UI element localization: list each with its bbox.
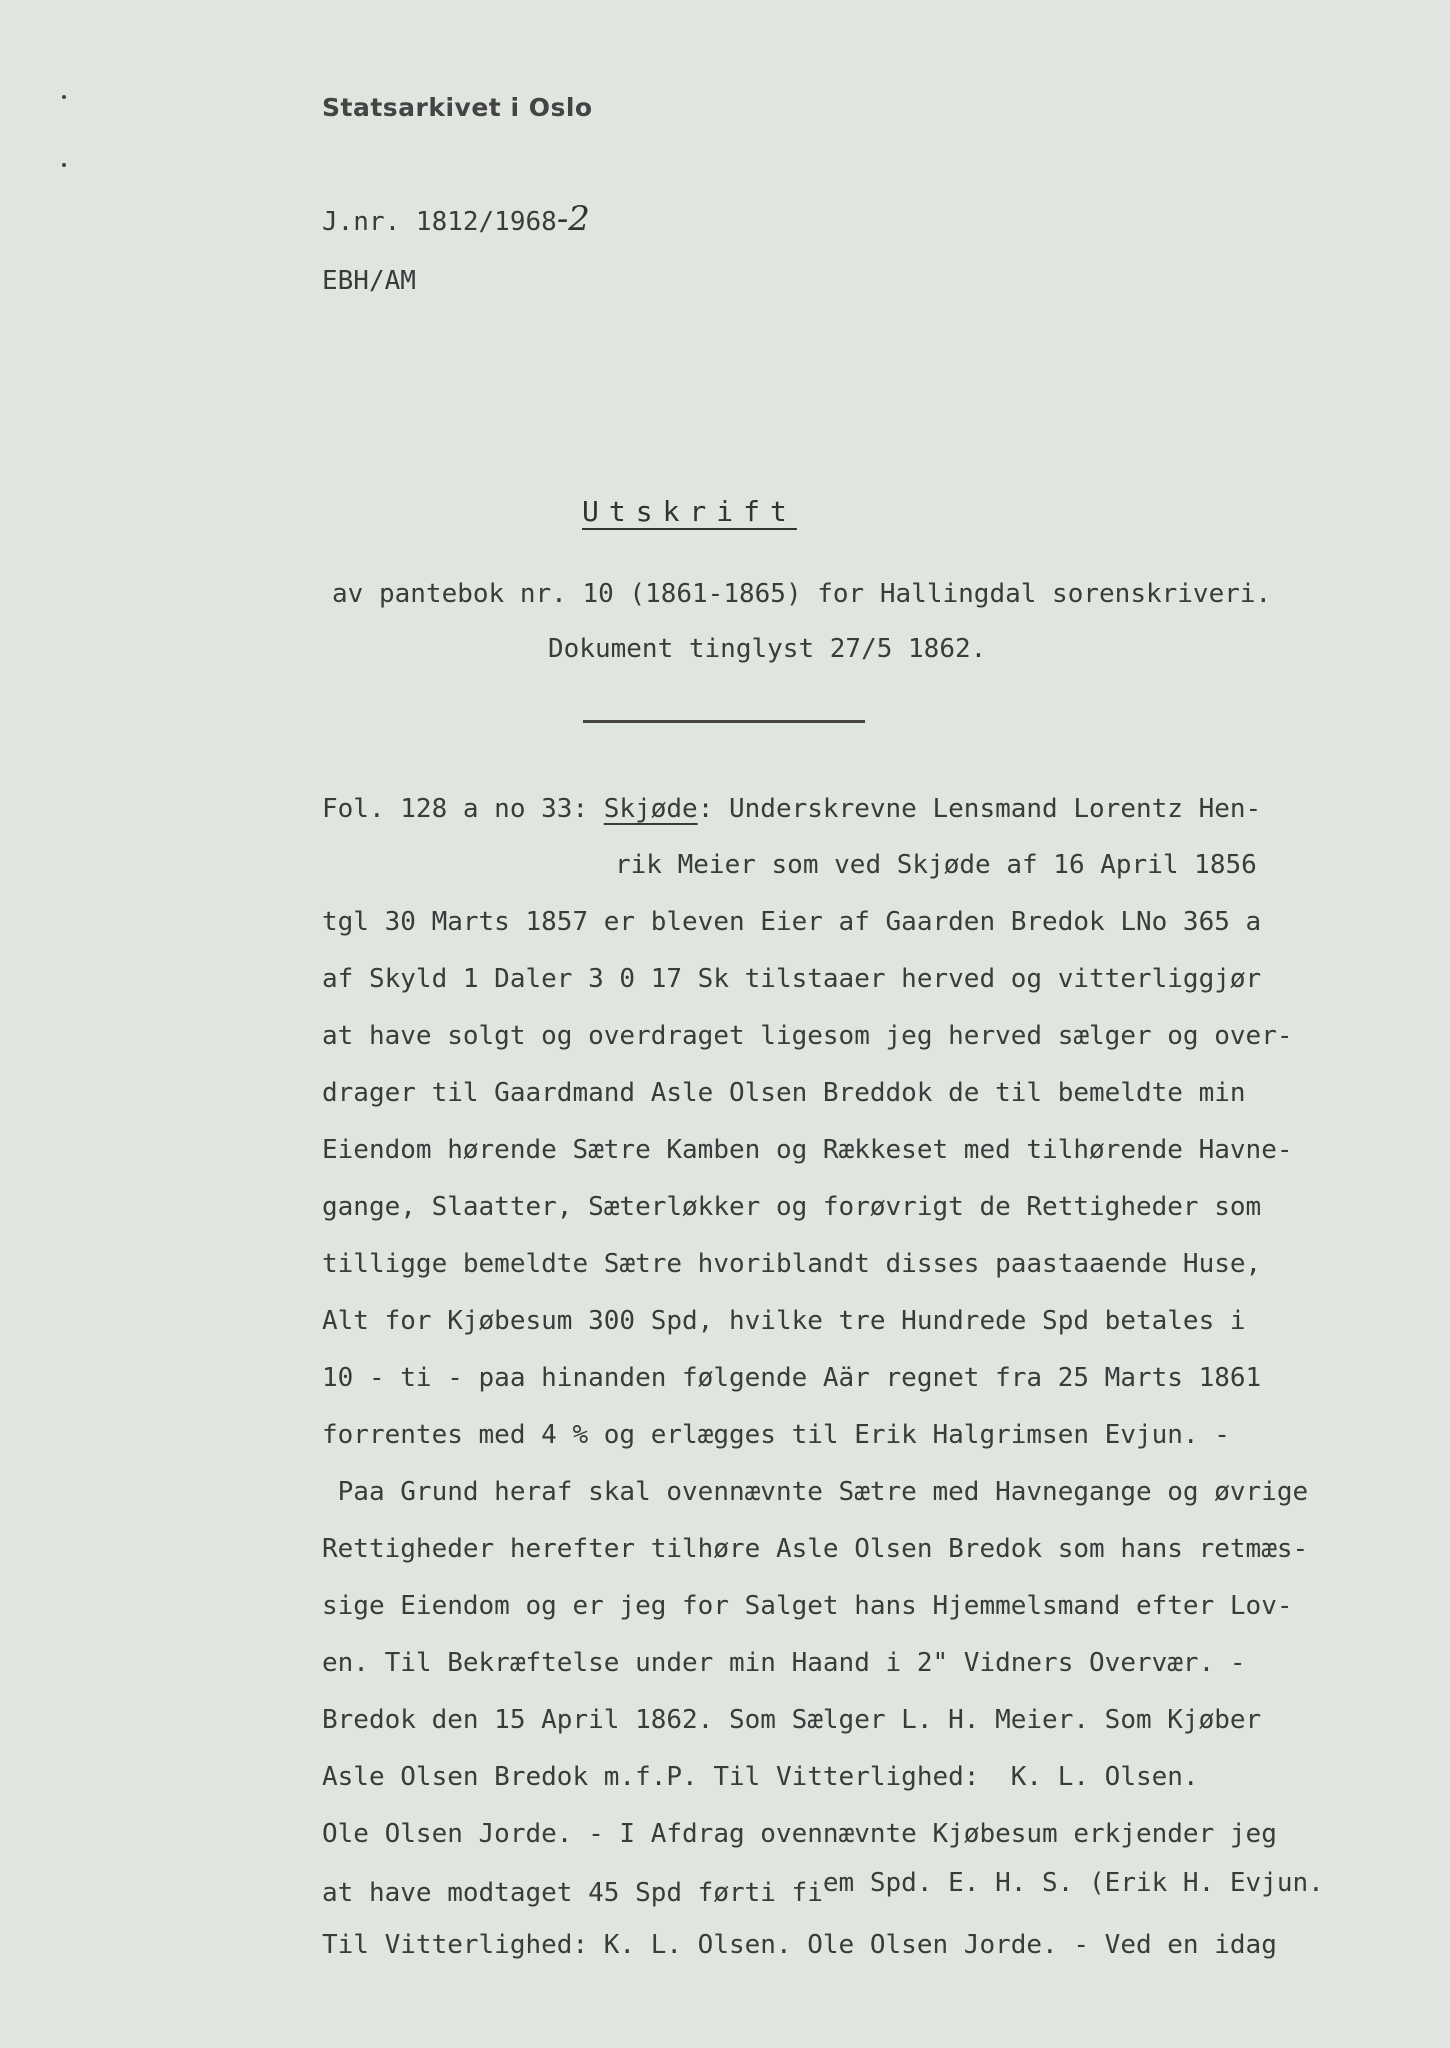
body-line: gange, Slaatter, Sæterløkker og forøvrigt de Rettigheder som [322, 1192, 1262, 1222]
body-text: at have modtaget 45 Spd førti fi [322, 1878, 823, 1908]
body-line: tilligge bemeldte Sætre hvoriblandt disses paastaaende Huse, [322, 1249, 1262, 1279]
body-line: forrentes med 4 % og erlægges til Erik Halgrimsen Evjun. - [322, 1420, 1230, 1450]
lead-text: : Underskrevne Lensmand Lorentz Hen- [697, 794, 1262, 824]
handwritten-suffix: -2 [556, 199, 590, 239]
body-line: at have solgt og overdraget ligesom jeg herved sælger og over- [322, 1021, 1293, 1051]
journal-number: J.nr. 1812/1968 [322, 207, 557, 237]
body-line: en. Til Bekræftelse under min Haand i 2" Vidners Overvær. - [322, 1648, 1246, 1678]
body-line: Paa Grund heraf skal ovennævnte Sætre med Havnegange og øvrige [322, 1477, 1309, 1507]
skjode-keyword: Skjøde [603, 794, 698, 824]
body-line: Ole Olsen Jorde. - I Afdrag ovennævnte Kjøbesum erkjender jeg [322, 1819, 1277, 1849]
initials: EBH/AM [322, 266, 416, 296]
body-line: Asle Olsen Bredok m.f.P. Til Vitterlighed: K. L. Olsen. [322, 1762, 1199, 1792]
body-line: Rettigheder herefter tilhøre Asle Olsen Bredok som hans retmæs- [322, 1534, 1309, 1564]
body-line: Eiendom hørende Sætre Kamben og Rækkeset med tilhørende Havne- [322, 1135, 1293, 1165]
archive-stamp: Statsarkivet i Oslo [322, 93, 593, 122]
body-line: sige Eiendom og er jeg for Salget hans Hjemmelsmand efter Lov- [322, 1591, 1293, 1621]
body-line: Bredok den 15 April 1862. Som Sælger L. H. Meier. Som Kjøber [322, 1705, 1262, 1735]
subtitle-line-2: Dokument tinglyst 27/5 1862. [548, 634, 987, 664]
raised-overwritten-text: em Spd. E. H. S. (Erik H. Evjun. [822, 1868, 1324, 1898]
margin-dot [62, 163, 66, 167]
body-line: af Skyld 1 Daler 3 0 17 Sk tilstaaer herved og vitterliggjør [322, 964, 1262, 994]
body-line: 10 - ti - paa hinanden følgende Aär regnet fra 25 Marts 1861 [322, 1363, 1262, 1393]
subtitle-line-1: av pantebok nr. 10 (1861-1865) for Hallingdal sorenskriveri. [332, 579, 1272, 609]
body-line: tgl 30 Marts 1857 er bleven Eier af Gaarden Bredok LNo 365 a [322, 907, 1262, 937]
body-line: drager til Gaardmand Asle Olsen Breddok de til bemeldte min [322, 1078, 1246, 1108]
margin-dot [62, 95, 66, 99]
body-lead-line [322, 794, 1261, 824]
body-line-penultimate [322, 1868, 1324, 1908]
document-title: Utskrift [582, 495, 797, 528]
body-line: Alt for Kjøbesum 300 Spd, hvilke tre Hundrede Spd betales i [322, 1306, 1246, 1336]
divider-rule [583, 720, 865, 723]
folio-reference: Fol. 128 a no 33: [322, 794, 604, 824]
body-line-last: Til Vitterlighed: K. L. Olsen. Ole Olsen Jorde. - Ved en idag [322, 1930, 1277, 1960]
journal-number-line [322, 199, 590, 239]
body-line: rik Meier som ved Skjøde af 16 April 1856 [615, 850, 1257, 880]
